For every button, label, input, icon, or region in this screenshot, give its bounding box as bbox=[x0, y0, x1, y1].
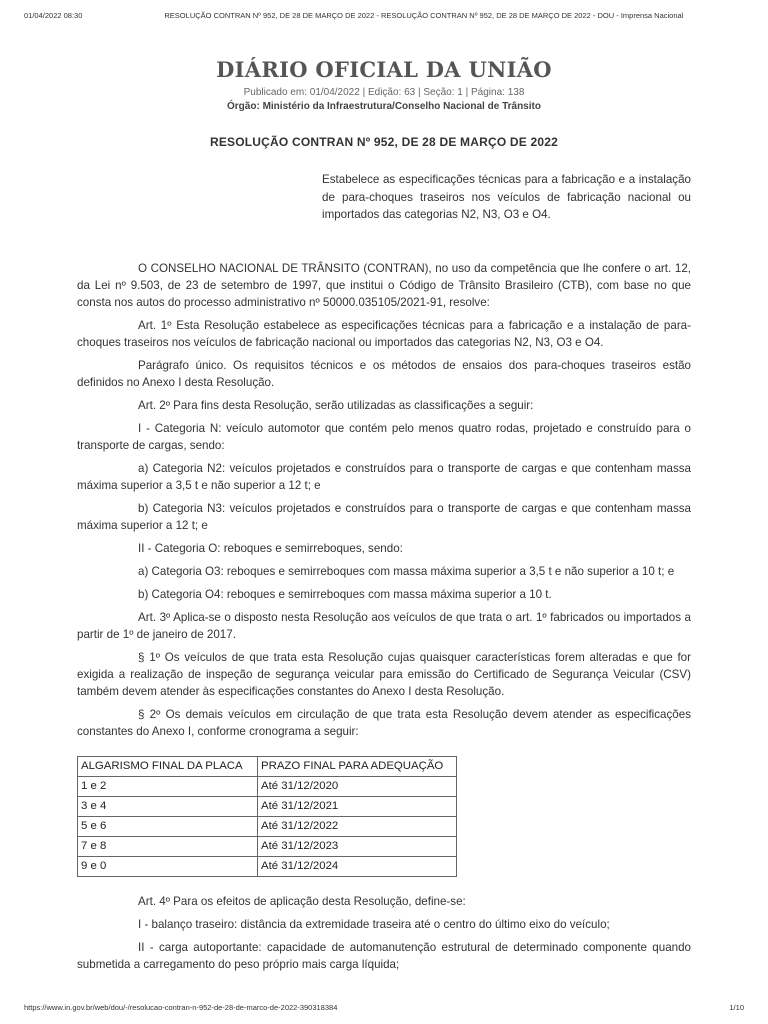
table-cell: Até 31/12/2022 bbox=[258, 817, 457, 837]
paragraph: Art. 2º Para fins desta Resolução, serão utilizadas as classificações a seguir: bbox=[138, 399, 534, 412]
paragraph: I - balanço traseiro: distância da extremidade traseira até o centro do último eixo do veículo; bbox=[138, 918, 610, 931]
print-datetime: 01/04/2022 08:30 bbox=[24, 11, 83, 20]
print-page-title: RESOLUÇÃO CONTRAN Nº 952, DE 28 DE MARÇO DE 2022 - RESOLUÇÃO CONTRAN Nº 952, DE 28 DE MARÇO DE 2022 - DOU - Imprensa Nacional bbox=[164, 11, 684, 20]
table-cell: 3 e 4 bbox=[78, 797, 258, 817]
schedule-table bbox=[77, 756, 457, 877]
paragraph: a) Categoria O3: reboques e semirreboques com massa máxima superior a 3,5 t e não superior a 10 t; e bbox=[138, 565, 675, 578]
paragraph: Art. 4º Para os efeitos de aplicação desta Resolução, define-se: bbox=[138, 895, 466, 908]
document-body bbox=[77, 260, 691, 979]
table-cell: 1 e 2 bbox=[78, 777, 258, 797]
organ-value: Ministério da Infraestrutura/Conselho Nacional de Trânsito bbox=[262, 101, 541, 112]
page-number: 1/10 bbox=[729, 1003, 744, 1012]
table-header-cell: ALGARISMO FINAL DA PLACA bbox=[78, 757, 258, 777]
ementa: Estabelece as especificações técnicas para a fabricação e a instalação de para-choques traseiros nos veículos de fabricação nacional ou importados das categorias N2, N3, O3 e O4. bbox=[322, 173, 691, 221]
page-url[interactable]: https://www.in.gov.br/web/dou/-/resolucao-contran-n-952-de-28-de-marco-de-2022-390318384 bbox=[24, 1003, 338, 1012]
table-cell: Até 31/12/2023 bbox=[258, 837, 457, 857]
table-cell: Até 31/12/2021 bbox=[258, 797, 457, 817]
paragraph: b) Categoria N3: veículos projetados e construídos para o transporte de cargas e que contenham massa máxima superior a 12 t; e bbox=[77, 502, 691, 532]
paragraph: Art. 1º Esta Resolução estabelece as especificações técnicas para a fabricação e a instalação de para-choques traseiros nos veículos de fabricação nacional ou importados das categorias N2, N3, O3 e O4. bbox=[77, 319, 691, 349]
paragraph: Art. 3º Aplica-se o disposto nesta Resolução aos veículos de que trata o art. 1º fabricados ou importados a partir de 1º de janeiro de 2017. bbox=[77, 611, 691, 641]
organ-info bbox=[0, 101, 768, 112]
table-cell: 9 e 0 bbox=[78, 857, 258, 877]
table-row bbox=[78, 817, 457, 837]
paragraph: O CONSELHO NACIONAL DE TRÂNSITO (CONTRAN), no uso da competência que lhe confere o art. 12, da Lei nº 9.503, de 23 de setembro de 1997, que institui o Código de Trânsito Brasileiro (CTB), com base no que consta nos autos do processo administrativo nº 50000.035105/2021-91, resolve: bbox=[77, 262, 691, 309]
paragraph: II - carga autoportante: capacidade de automanutenção estrutural de determinado componente quando submetida a carregamento do peso próprio mais carga líquida; bbox=[77, 941, 691, 971]
table-cell: Até 31/12/2024 bbox=[258, 857, 457, 877]
paragraph: II - Categoria O: reboques e semirreboques, sendo: bbox=[138, 542, 403, 555]
document-title: RESOLUÇÃO CONTRAN Nº 952, DE 28 DE MARÇO DE 2022 bbox=[209, 135, 559, 149]
table-cell: 7 e 8 bbox=[78, 837, 258, 857]
table-row bbox=[78, 837, 457, 857]
paragraph: § 2º Os demais veículos em circulação de que trata esta Resolução devem atender as especificações constantes do Anexo I, conforme cronograma a seguir: bbox=[77, 708, 691, 738]
paragraph: I - Categoria N: veículo automotor que contém pelo menos quatro rodas, projetado e construído para o transporte de cargas, sendo: bbox=[77, 422, 691, 452]
organ-label: Órgão: bbox=[227, 101, 260, 112]
masthead bbox=[0, 57, 768, 112]
table-cell: 5 e 6 bbox=[78, 817, 258, 837]
table-row bbox=[78, 797, 457, 817]
print-header bbox=[24, 11, 744, 20]
paragraph: Parágrafo único. Os requisitos técnicos e os métodos de ensaios dos para-choques traseiros estão definidos no Anexo I desta Resolução. bbox=[77, 359, 691, 389]
paragraph: § 1º Os veículos de que trata esta Resolução cujas quaisquer características forem alteradas e que for exigida a realização de inspeção de segurança veicular para emissão do Certificado de Segurança Veicular (CSV) também devem atender às especificações constantes do Anexo I desta Resolução. bbox=[77, 651, 691, 698]
table-header-cell: PRAZO FINAL PARA ADEQUAÇÃO bbox=[258, 757, 457, 777]
print-footer bbox=[24, 1003, 744, 1012]
table-row bbox=[78, 777, 457, 797]
masthead-title: DIÁRIO OFICIAL DA UNIÃO bbox=[216, 57, 552, 82]
publication-info: Publicado em: 01/04/2022 | Edição: 63 | Seção: 1 | Página: 138 bbox=[243, 87, 525, 98]
paragraph: b) Categoria O4: reboques e semirreboques com massa máxima superior a 10 t. bbox=[138, 588, 552, 601]
table-cell: Até 31/12/2020 bbox=[258, 777, 457, 797]
paragraph: a) Categoria N2: veículos projetados e construídos para o transporte de cargas e que contenham massa máxima superior a 3,5 t e não superior a 12 t; e bbox=[77, 462, 691, 492]
table-header-row bbox=[78, 757, 457, 777]
table-row bbox=[78, 857, 457, 877]
